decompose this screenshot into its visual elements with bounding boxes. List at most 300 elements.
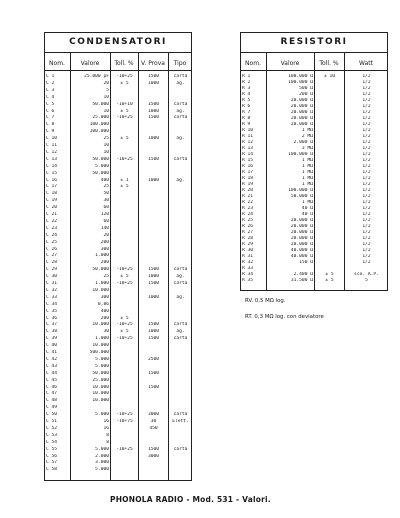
cond-nom-cell: C 11	[46, 143, 58, 148]
cond-tipo-cell: carta	[173, 156, 188, 162]
res-nom-cell: R 6	[242, 104, 251, 109]
res-frame-top	[240, 32, 388, 33]
cond-frame-title-rule	[44, 52, 192, 53]
res-watt-cell: 5	[365, 278, 368, 283]
res-nom-cell: R 22	[242, 200, 254, 205]
res-nom-cell: R 10	[242, 128, 254, 133]
cond-nom-cell: C 21	[46, 212, 58, 217]
res-nom-cell: R 21	[242, 194, 254, 199]
cond-valore-cell: 100.000	[89, 129, 109, 135]
cond-valore-cell: 300	[100, 246, 109, 252]
cond-nom-cell: C 50	[46, 412, 58, 418]
cond-valore-cell: 100.000	[89, 122, 109, 128]
cond-header-toll: Toll. %	[114, 60, 134, 67]
cond-toll-cell: -10+25	[116, 115, 133, 121]
cond-nom-cell: C 44	[46, 370, 58, 376]
cond-valore-cell: 10	[103, 94, 109, 100]
cond-toll-cell: -10+25	[116, 267, 133, 273]
cond-toll-cell: -10+75	[116, 419, 133, 424]
res-valore-cell: 1 MΩ	[301, 200, 313, 205]
cond-vprova-cell: 1500	[147, 281, 160, 286]
cond-tipo-cell: carta	[173, 412, 188, 418]
cond-toll-cell: -10+25	[116, 336, 133, 342]
cond-vprova-cell: 1000	[147, 177, 160, 183]
res-nom-cell: R 11	[242, 134, 254, 139]
res-valore-cell: 40.000 Ω	[290, 254, 313, 259]
res-nom-cell: R 9	[242, 122, 251, 127]
res-nom-cell: R 17	[242, 170, 254, 175]
cond-valore-cell: 30	[103, 329, 109, 335]
res-nom-cell: R 15	[242, 158, 254, 163]
cond-vprova-cell: 1500	[147, 384, 160, 390]
cond-valore-cell: 3.000	[95, 460, 109, 466]
res-watt-cell: 1/2	[362, 128, 371, 133]
cond-valore-cell: 50.000	[92, 267, 109, 273]
res-watt-cell: 1/2	[362, 86, 371, 91]
res-watt-cell: 1/2	[362, 242, 371, 247]
cond-frame-top	[44, 32, 192, 33]
res-valore-cell: 100.000 Ω	[288, 74, 313, 79]
res-watt-cell: 1/2	[362, 218, 371, 223]
res-watt-cell: 1/2	[362, 260, 371, 265]
cond-vprova-cell: 450	[149, 425, 158, 431]
cond-toll-cell: ± 5	[120, 329, 129, 335]
res-valore-cell: 40 Ω	[301, 206, 313, 211]
res-watt-cell: 1/2	[362, 74, 371, 79]
res-watt-cell: 1/2	[362, 230, 371, 235]
cond-tipo-cell: carta	[173, 74, 188, 79]
cond-valore-cell: 30	[103, 198, 109, 204]
cond-valore-cell: 50.000	[92, 170, 109, 176]
res-watt-cell: 1/2	[362, 104, 371, 109]
cond-toll-cell: -10+25	[116, 412, 133, 418]
res-nom-cell: R 2	[242, 80, 251, 85]
cond-valore-cell: 25	[103, 274, 109, 280]
res-nom-cell: R 12	[242, 140, 254, 145]
res-nom-cell: R 20	[242, 188, 254, 193]
cond-nom-cell: C 8	[46, 122, 55, 128]
cond-vprova-cell: 3000	[147, 453, 160, 459]
cond-valore-cell: 10.000	[92, 398, 109, 404]
cond-column-rule	[70, 52, 71, 480]
res-nom-cell: R 3	[242, 86, 251, 91]
cond-nom-cell: C 32	[46, 287, 58, 293]
res-valore-cell: 100.000 Ω	[288, 188, 313, 193]
cond-nom-cell: C 46	[46, 384, 58, 390]
cond-tipo-cell: carta	[173, 322, 188, 328]
res-frame-left	[240, 32, 241, 290]
cond-nom-cell: C 53	[46, 432, 58, 438]
cond-nom-cell: C 29	[46, 267, 58, 273]
res-valore-cell: 1 MΩ	[301, 158, 313, 163]
cond-toll-cell: ± 5	[120, 136, 129, 142]
cond-nom-cell: C 1	[46, 74, 55, 79]
cond-tipo-cell: carta	[173, 115, 188, 121]
res-nom-cell: R 30	[242, 248, 254, 253]
res-frame-bottom	[240, 290, 388, 291]
res-valore-cell: 150 Ω	[299, 260, 313, 265]
cond-nom-cell: C 39	[46, 336, 58, 342]
cond-valore-cell: 5.000	[95, 412, 109, 418]
cond-valore-cell: 2.000	[95, 453, 109, 459]
res-column-rule	[314, 52, 315, 290]
cond-valore-cell: 5.000	[95, 467, 109, 473]
cond-valore-cell: 1.000	[95, 253, 109, 259]
res-watt-cell: sco. A.P.	[354, 272, 379, 277]
cond-nom-cell: C 54	[46, 439, 58, 445]
cond-tipo-cell: ag.	[176, 294, 185, 300]
cond-nom-cell: C 24	[46, 232, 58, 238]
cond-nom-cell: C 15	[46, 170, 58, 176]
res-nom-cell: R 13	[242, 146, 254, 151]
cond-valore-cell: 25	[103, 136, 109, 142]
cond-valore-cell: 50.000	[92, 370, 109, 376]
res-valore-cell: 3 MΩ	[301, 146, 313, 151]
res-toll-cell: ± 5	[325, 272, 334, 277]
res-watt-cell: 1/2	[362, 182, 371, 187]
cond-nom-cell: C 55	[46, 446, 58, 452]
res-watt-cell: 1/2	[362, 212, 371, 217]
cond-header-valore: Valore	[80, 60, 100, 67]
cond-valore-cell: 25	[103, 184, 109, 190]
cond-nom-cell: C 16	[46, 177, 58, 183]
cond-toll-cell: ± 5	[120, 184, 129, 190]
res-watt-cell: 1/2	[362, 98, 371, 103]
cond-valore-cell: 10	[103, 108, 109, 114]
res-valore-cell: 500 Ω	[299, 86, 313, 91]
cond-header-vprova: V. Prova	[141, 60, 165, 67]
cond-valore-cell: 200	[100, 239, 109, 245]
cond-valore-cell: 25.000	[92, 377, 109, 383]
cond-nom-cell: C 12	[46, 149, 58, 155]
res-nom-cell: R 26	[242, 224, 254, 229]
cond-valore-cell: 10.000	[92, 391, 109, 397]
page-caption: PHONOLA RADIO - Mod. 531 - Valori.	[110, 495, 271, 504]
res-valore-cell: 2.000 Ω	[293, 140, 313, 145]
cond-frame-bottom	[44, 480, 192, 481]
res-nom-cell: R 23	[242, 206, 254, 211]
res-toll-cell: ± 10	[323, 74, 336, 79]
cond-valore-cell: 5.000	[95, 363, 109, 369]
cond-vprova-cell: 1000	[147, 329, 160, 335]
cond-nom-cell: C 4	[46, 94, 55, 100]
cond-valore-cell: 60	[103, 218, 109, 224]
res-nom-cell: R 19	[242, 182, 254, 187]
cond-vprova-cell: 1500	[147, 74, 160, 79]
cond-valore-cell: 10.000	[92, 384, 109, 390]
res-valore-cell: 20.000 Ω	[290, 122, 313, 127]
cond-valore-cell: 10	[103, 143, 109, 148]
res-valore-cell: 1 MΩ	[301, 170, 313, 175]
cond-toll-cell: ± 5	[120, 80, 129, 86]
res-nom-cell: R 34	[242, 272, 254, 277]
cond-nom-cell: C 17	[46, 184, 58, 190]
res-nom-cell: R 33	[242, 266, 254, 271]
res-watt-cell: 1/2	[362, 236, 371, 241]
res-valore-cell: 20.000 Ω	[290, 242, 313, 247]
cond-valore-cell: 8	[106, 439, 109, 445]
cond-nom-cell: C 34	[46, 301, 58, 307]
cond-valore-cell: 50.000	[92, 156, 109, 162]
res-valore-cell: 100.000 Ω	[288, 152, 313, 157]
cond-nom-cell: C 58	[46, 467, 58, 473]
res-watt-cell: 1/2	[362, 122, 371, 127]
res-nom-cell: R 4	[242, 92, 251, 97]
cond-header-tipo: Tipo	[173, 60, 187, 67]
cond-nom-cell: C 35	[46, 308, 58, 314]
cond-vprova-cell: 1500	[147, 101, 160, 107]
cond-nom-cell: C 2	[46, 80, 55, 86]
res-valore-cell: 20.000 Ω	[290, 218, 313, 223]
res-watt-cell: 1/2	[362, 206, 371, 211]
cond-valore-cell: 140	[100, 225, 109, 231]
cond-nom-cell: C 6	[46, 108, 55, 114]
cond-nom-cell: C 38	[46, 329, 58, 335]
cond-tipo-cell: carta	[173, 267, 188, 273]
cond-vprova-cell: 1500	[147, 156, 160, 162]
cond-vprova-cell: 1500	[147, 267, 160, 273]
res-watt-cell: 1/2	[362, 116, 371, 121]
cond-nom-cell: C 13	[46, 156, 58, 162]
cond-vprova-cell: 1500	[147, 115, 160, 121]
cond-valore-cell: 500.000	[89, 350, 109, 355]
cond-nom-cell: C 40	[46, 343, 58, 349]
condensatori-title: CONDENSATORI	[69, 37, 167, 47]
cond-toll-cell: -10+25	[116, 446, 133, 452]
cond-toll-cell: ± 1	[120, 177, 129, 183]
cond-vprova-cell: 1500	[147, 336, 160, 342]
res-nom-cell: R 25	[242, 218, 254, 223]
res-watt-cell: 1/2	[362, 158, 371, 163]
cond-nom-cell: C 49	[46, 405, 58, 411]
cond-nom-cell: C 22	[46, 218, 58, 224]
cond-nom-cell: C 5	[46, 101, 55, 107]
res-watt-cell: 1/2	[362, 164, 371, 169]
cond-nom-cell: C 26	[46, 246, 58, 252]
res-watt-cell: 1/2	[362, 254, 371, 259]
cond-valore-cell: 200	[100, 260, 109, 266]
cond-nom-cell: C 3	[46, 87, 55, 93]
cond-nom-cell: C 10	[46, 136, 58, 142]
cond-nom-cell: C 43	[46, 363, 58, 369]
res-watt-cell: 1/2	[362, 188, 371, 193]
cond-valore-cell: 10	[103, 149, 109, 155]
cond-column-rule	[110, 52, 111, 480]
res-watt-cell: 1/2	[362, 200, 371, 205]
cond-vprova-cell: 1000	[147, 274, 160, 280]
cond-nom-cell: C 42	[46, 356, 58, 362]
res-nom-cell: R 7	[242, 110, 251, 115]
cond-nom-cell: C 48	[46, 398, 58, 404]
cond-vprova-cell: 2500	[147, 356, 160, 362]
note-rt: RT. 0,3 MΩ log. con deviatore	[245, 314, 324, 320]
res-valore-cell: 2.400 Ω	[293, 272, 313, 277]
cond-valore-cell: 1.000	[95, 281, 109, 286]
res-watt-cell: 1/2	[362, 134, 371, 139]
res-nom-cell: R 24	[242, 212, 254, 217]
cond-valore-cell: 5	[106, 87, 109, 93]
cond-nom-cell: C 37	[46, 322, 58, 328]
cond-toll-cell: -10+25	[116, 156, 133, 162]
res-nom-cell: R 1	[242, 74, 251, 79]
cond-nom-cell: C 33	[46, 294, 58, 300]
cond-valore-cell: 16	[103, 419, 109, 424]
res-watt-cell: 1/2	[362, 176, 371, 181]
res-nom-cell: R 8	[242, 116, 251, 121]
cond-valore-cell: 5.000	[95, 356, 109, 362]
cond-nom-cell: C 20	[46, 205, 58, 211]
cond-valore-cell: 10.000	[92, 322, 109, 328]
res-valore-cell: 1 MΩ	[301, 164, 313, 169]
res-valore-cell: 20.000 Ω	[290, 230, 313, 235]
res-watt-cell: 1/2	[362, 92, 371, 97]
cond-valore-cell: 25.000 pF	[84, 74, 109, 79]
cond-nom-cell: C 36	[46, 315, 58, 321]
res-nom-cell: R 28	[242, 236, 254, 241]
res-column-rule	[344, 52, 345, 290]
cond-frame-left	[44, 32, 45, 480]
cond-nom-cell: C 9	[46, 129, 55, 135]
cond-nom-cell: C 19	[46, 198, 58, 204]
res-valore-cell: 200 Ω	[299, 92, 313, 97]
res-watt-cell: 1/2	[362, 146, 371, 151]
cond-tipo-cell: carta	[173, 336, 188, 342]
cond-tipo-cell: carta	[173, 446, 188, 452]
res-valore-cell: 20.000 Ω	[290, 104, 313, 109]
res-valore-cell: 20.000 Ω	[290, 116, 313, 121]
res-valore-cell: 1 MΩ	[301, 182, 313, 187]
cond-valore-cell: 10.000	[92, 343, 109, 349]
cond-valore-cell: 1.000	[95, 336, 109, 342]
cond-column-rule	[138, 52, 139, 480]
res-valore-cell: 100.000 Ω	[288, 80, 313, 85]
cond-nom-cell: C 57	[46, 460, 58, 466]
cond-valore-cell: 20	[103, 232, 109, 238]
cond-valore-cell: 120	[100, 212, 109, 217]
res-header-watt: Watt	[359, 60, 373, 67]
cond-valore-cell: 25.000	[92, 115, 109, 121]
cond-frame-right	[191, 32, 192, 480]
cond-nom-cell: C 14	[46, 163, 58, 169]
cond-nom-cell: C 7	[46, 115, 55, 121]
res-valore-cell: 20.000 Ω	[290, 98, 313, 103]
res-nom-cell: R 31	[242, 254, 254, 259]
cond-nom-cell: C 30	[46, 274, 58, 280]
cond-valore-cell: 400	[100, 177, 109, 183]
cond-tipo-cell: carta	[173, 101, 188, 107]
res-watt-cell: 1/2	[362, 170, 371, 175]
cond-frame-header-rule	[44, 70, 192, 71]
res-nom-cell: R 27	[242, 230, 254, 235]
cond-vprova-cell: 1000	[147, 294, 160, 300]
res-nom-cell: R 35	[242, 278, 254, 283]
cond-vprova-cell: 1500	[147, 446, 160, 452]
cond-valore-cell: 5.000	[95, 446, 109, 452]
res-watt-cell: 1/2	[362, 140, 371, 145]
cond-toll-cell: -10+10	[116, 101, 133, 107]
res-column-rule	[266, 52, 267, 290]
res-watt-cell: 1/2	[362, 110, 371, 115]
res-toll-cell: ± 5	[325, 278, 334, 283]
cond-vprova-cell: 3000	[147, 412, 160, 418]
cond-valore-cell: 8	[106, 432, 109, 438]
res-watt-cell: 1/2	[362, 224, 371, 229]
cond-vprova-cell: 1000	[147, 80, 160, 86]
res-nom-cell: R 18	[242, 176, 254, 181]
res-nom-cell: R 5	[242, 98, 251, 103]
cond-nom-cell: C 51	[46, 419, 58, 424]
cond-tipo-cell: ag.	[176, 274, 185, 280]
res-watt-cell: 1/2	[362, 80, 371, 85]
cond-nom-cell: C 45	[46, 377, 58, 383]
cond-vprova-cell: 1500	[147, 322, 160, 328]
cond-toll-cell: -10+25	[116, 322, 133, 328]
note-rv: RV. 0,5 MΩ log.	[245, 298, 286, 304]
cond-valore-cell: 400	[100, 308, 109, 314]
resistori-title: RESISTORI	[280, 37, 348, 47]
cond-column-rule	[168, 52, 169, 480]
cond-vprova-cell: 1000	[147, 108, 160, 114]
cond-valore-cell: 60	[103, 205, 109, 211]
cond-nom-cell: C 52	[46, 425, 58, 431]
cond-nom-cell: C 41	[46, 350, 58, 355]
cond-nom-cell: C 25	[46, 239, 58, 245]
cond-valore-cell: 20	[103, 80, 109, 86]
cond-toll-cell: ± 5	[120, 315, 129, 321]
cond-nom-cell: C 27	[46, 253, 58, 259]
cond-vprova-cell: 30	[150, 419, 157, 424]
cond-valore-cell: 16	[103, 425, 109, 431]
res-header-toll: Toll. %	[319, 60, 339, 67]
cond-tipo-cell: ag.	[176, 80, 185, 86]
res-valore-cell: 20.000 Ω	[290, 110, 313, 115]
res-header-valore: Valore	[280, 60, 300, 67]
cond-tipo-cell: ag.	[176, 136, 185, 142]
cond-valore-cell: 50.000	[92, 101, 109, 107]
res-nom-cell: R 16	[242, 164, 254, 169]
res-watt-cell: 1/2	[362, 194, 371, 199]
cond-valore-cell: 10.000	[92, 287, 109, 293]
res-valore-cell: 50.000 Ω	[290, 194, 313, 199]
cond-tipo-cell: Elett.	[172, 419, 189, 424]
res-valore-cell: 2 MΩ	[301, 134, 313, 139]
cond-tipo-cell: ag.	[176, 177, 185, 183]
cond-nom-cell: C 47	[46, 391, 58, 397]
cond-nom-cell: C 31	[46, 281, 58, 286]
cond-header-nom: Nom.	[49, 60, 65, 67]
res-valore-cell: 20.000 Ω	[290, 224, 313, 229]
res-valore-cell: 40.000 Ω	[290, 248, 313, 253]
res-nom-cell: R 14	[242, 152, 254, 157]
res-valore-cell: 1 MΩ	[301, 176, 313, 181]
cond-nom-cell: C 23	[46, 225, 58, 231]
res-valore-cell: 1 MΩ	[301, 128, 313, 133]
res-valore-cell: 31.500 Ω	[290, 278, 313, 283]
res-watt-cell: 1/2	[362, 248, 371, 253]
res-frame-right	[387, 32, 388, 290]
cond-nom-cell: C 56	[46, 453, 58, 459]
cond-tipo-cell: ag.	[176, 329, 185, 335]
cond-nom-cell: C 28	[46, 260, 58, 266]
cond-tipo-cell: carta	[173, 281, 188, 286]
cond-valore-cell: 50	[103, 191, 109, 197]
res-valore-cell: 20.000 Ω	[290, 236, 313, 241]
cond-valore-cell: 200	[100, 315, 109, 321]
cond-valore-cell: 300	[100, 294, 109, 300]
cond-toll-cell: -10+25	[116, 281, 133, 286]
cond-toll-cell: ± 5	[120, 274, 129, 280]
cond-vprova-cell: 1000	[147, 136, 160, 142]
